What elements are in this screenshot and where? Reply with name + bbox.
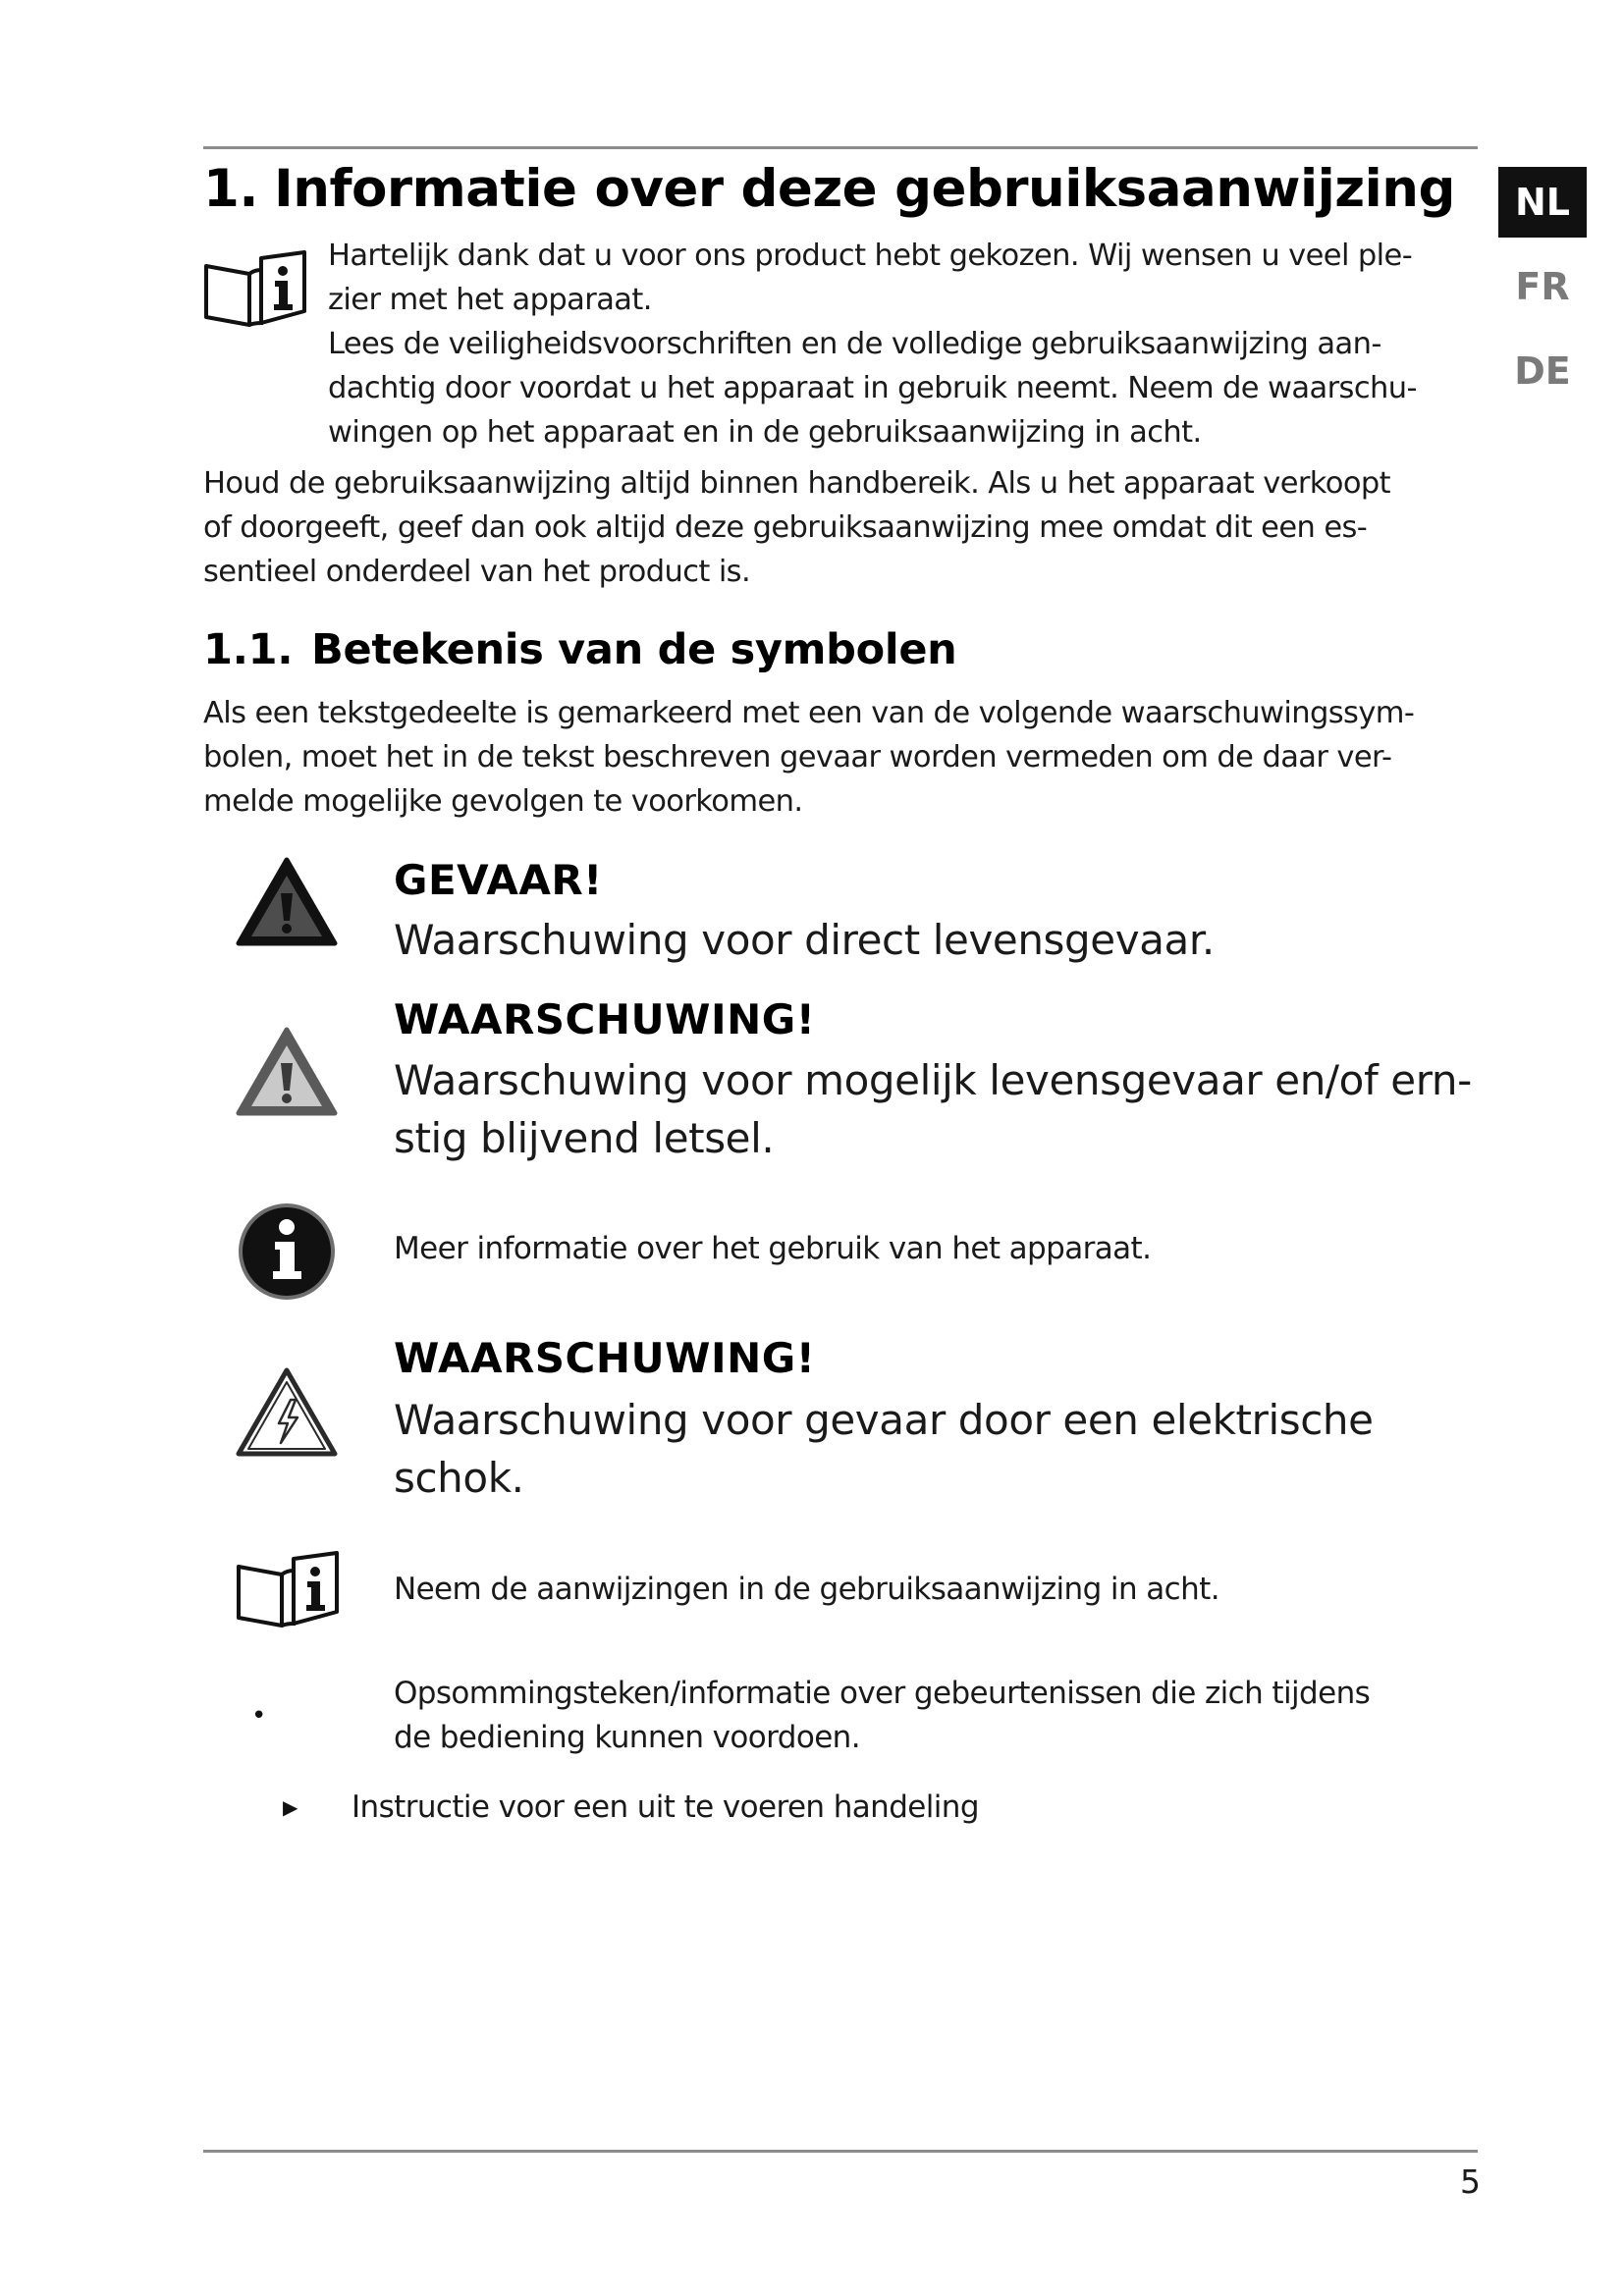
manual-info-icon xyxy=(236,1551,340,1631)
intro-line: dachtig door voordat u het apparaat in gebruik neemt. Neem de waarschu- xyxy=(328,371,1417,405)
info-text xyxy=(394,1227,1151,1271)
top-rule xyxy=(203,146,1478,149)
bullet-glyph: • xyxy=(251,1701,267,1731)
intro-line: wingen op het apparaat en in de gebruiksaanwijzing in acht. xyxy=(328,415,1202,450)
instruction-arrow-icon: ▶ xyxy=(283,1795,298,1819)
info-line: Meer informatie over het gebruik van het apparaat. xyxy=(394,1231,1152,1266)
warning-heading: WAARSCHUWING! xyxy=(394,995,816,1043)
manual-info-icon xyxy=(203,250,307,331)
danger-line: Waarschuwing voor direct levensgevaar. xyxy=(394,916,1215,964)
warning-triangle-icon xyxy=(235,1026,339,1118)
language-tab-de[interactable]: DE xyxy=(1514,349,1571,393)
symbols-intro-line: melde mogelijke gevolgen te voorkomen. xyxy=(203,784,803,819)
section-number: 1. xyxy=(203,159,259,219)
intro-line: Lees de veiligheidsvoorschriften en de volledige gebruiksaanwijzing aan- xyxy=(328,327,1381,361)
symbols-intro-line: bolen, moet het in de tekst beschreven gevaar worden vermeden om de daar ver- xyxy=(203,740,1392,774)
bullet-line: de bediening kunnen voordoen. xyxy=(394,1720,860,1755)
paragraph-line: Houd de gebruiksaanwijzing altijd binnen handbereik. Als u het apparaat verkoopt xyxy=(203,466,1391,501)
paragraph-line: of doorgeeft, geef dan ook altijd deze gebruiksaanwijzing mee omdat dit een es- xyxy=(203,510,1368,545)
instruction-line: Instructie voor een uit te voeren handeling xyxy=(352,1789,979,1825)
electric-shock-icon xyxy=(235,1366,339,1459)
electric-line: schok. xyxy=(394,1454,524,1502)
language-tab-nl[interactable]: NL xyxy=(1498,167,1587,238)
instruction-text xyxy=(352,1786,979,1830)
electric-heading: WAARSCHUWING! xyxy=(394,1334,816,1382)
warning-line: Waarschuwing voor mogelijk levensgevaar en/of ern- xyxy=(394,1056,1472,1104)
electric-text xyxy=(394,1391,1374,1507)
info-circle-icon xyxy=(236,1201,338,1303)
subsection-number: 1.1. xyxy=(203,625,294,674)
subsection-title xyxy=(203,621,957,678)
symbols-intro-line: Als een tekstgedeelte is gemarkeerd met een van de volgende waarschuwingssym- xyxy=(203,696,1415,730)
manual-line: Neem de aanwijzingen in de gebruiksaanwijzing in acht. xyxy=(394,1572,1219,1607)
intro-text xyxy=(328,234,1417,454)
danger-heading: GEVAAR! xyxy=(394,856,603,904)
intro-line: Hartelijk dank dat u voor ons product hebt gekozen. Wij wensen u veel ple- xyxy=(328,239,1413,273)
manual-text xyxy=(394,1568,1219,1612)
section-title xyxy=(203,155,1455,224)
intro-line: zier met het apparaat. xyxy=(328,283,652,317)
bullet-text xyxy=(394,1672,1370,1760)
danger-triangle-icon xyxy=(235,856,339,948)
symbols-intro xyxy=(203,691,1414,824)
subsection-title-text: Betekenis van de symbolen xyxy=(311,625,957,674)
bullet-line: Opsommingsteken/informatie over gebeurtenissen die zich tijdens xyxy=(394,1676,1371,1711)
language-tab-fr[interactable]: FR xyxy=(1515,265,1570,308)
handbook-paragraph xyxy=(203,461,1390,594)
danger-text xyxy=(394,911,1215,969)
warning-line: stig blijvend letsel. xyxy=(394,1114,775,1162)
paragraph-line: sentieel onderdeel van het product is. xyxy=(203,555,751,589)
electric-line: Waarschuwing voor gevaar door een elektrische xyxy=(394,1396,1374,1444)
section-title-text: Informatie over deze gebruiksaanwijzing xyxy=(274,159,1455,219)
warning-text xyxy=(394,1051,1472,1167)
page-number: 5 xyxy=(1460,2163,1481,2201)
bottom-rule xyxy=(203,2150,1478,2153)
